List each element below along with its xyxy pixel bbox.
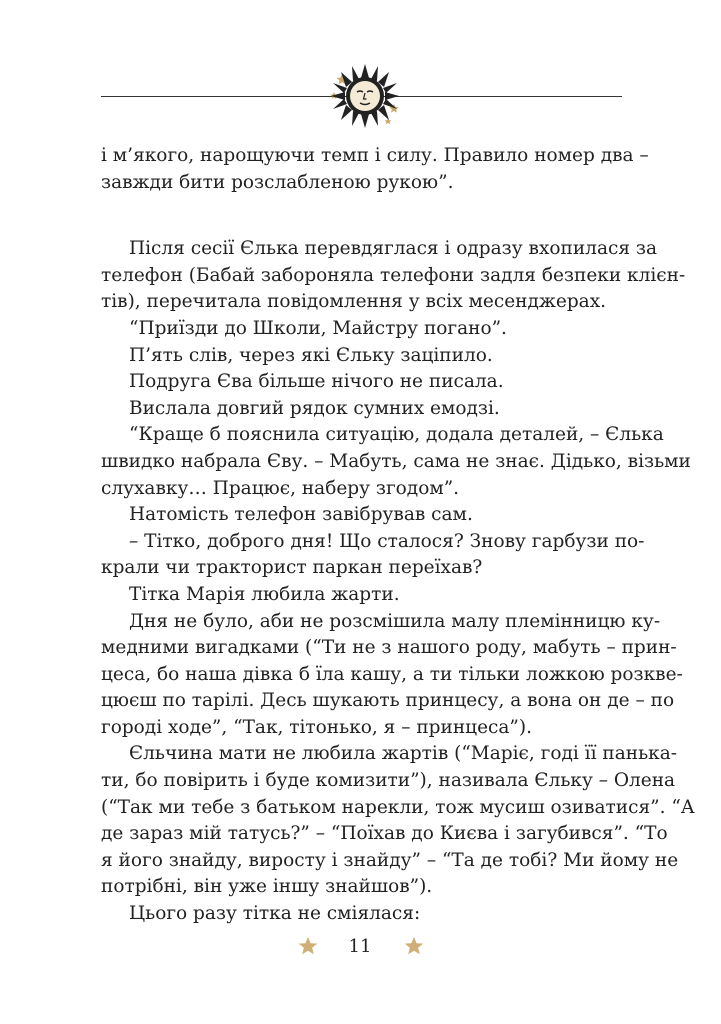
text-line: тів), перечитала повідомлення у всіх месенджерах.	[101, 291, 607, 313]
page-header	[0, 0, 721, 130]
text-line: крали чи тракторист паркан переїхав?	[101, 557, 483, 579]
text-line: завжди бити розслабленою рукою”.	[101, 171, 454, 193]
text-line: Після сесії Єлька перевдяглася і одразу вхопилася за	[129, 238, 657, 260]
paragraph-gap	[101, 196, 622, 236]
body-text	[101, 143, 695, 928]
text-line: ти, бо повірить і буде комизити”), називала Єльку – Олена	[101, 770, 676, 792]
text-line: де зараз мій татусь?” – “Поїхав до Києва і загубився”. “То	[101, 823, 668, 845]
text-line: Тітка Марія любила жарти.	[129, 583, 400, 605]
text-line: – Тітко, доброго дня! Що сталося? Знову гарбузи по-	[129, 530, 645, 552]
text-line: швидко набрала Єву. – Мабуть, сама не знає. Дідько, візьми	[101, 450, 691, 472]
star-icon	[404, 936, 424, 956]
text-line: П’ять слів, через які Єльку заціпило.	[129, 344, 493, 366]
text-line: Єльчина мати не любила жартів (“Маріє, годі її панька-	[129, 743, 677, 765]
text-line: слухавку… Працює, наберу згодом”.	[101, 477, 460, 499]
text-line: “Краще б пояснила ситуацію, додала деталей, – Єлька	[129, 424, 664, 446]
text-line: телефон (Бабай забороняла телефони задля безпеки клієн-	[101, 264, 686, 286]
text-line: “Приїзди до Школи, Майстру погано”.	[129, 317, 507, 339]
text-line: городі ходе”, “Так, тітонько, я – принцеса”).	[101, 716, 532, 738]
text-line: Дня не було, аби не розсмішила малу племінницю ку-	[129, 610, 661, 632]
text-line: Подруга Єва більше нічого не писала.	[129, 371, 504, 393]
text-line: Натомість телефон завібрував сам.	[129, 504, 473, 526]
text-line: потрібні, він уже іншу знайшов”).	[101, 876, 433, 898]
text-line: цеса, бо наша дівка б їла кашу, а ти тільки ложкою розкве-	[101, 663, 683, 685]
page-footer	[0, 930, 721, 966]
text-line: (“Так ми тебе з батьком нарекли, тож мусиш озиватися”. “А	[101, 796, 695, 818]
star-icon	[298, 936, 318, 956]
text-line: і м’якого, нарощуючи темп і силу. Правило номер два –	[101, 145, 649, 166]
text-line: я його знайду, виросту і знайду” – “Та де тобі? Ми йому не	[101, 849, 679, 871]
text-line: медними вигадками (“Ти не з нашого роду, мабуть – прин-	[101, 637, 677, 659]
sun-face-icon	[320, 58, 410, 134]
text-line: цюєш по тарілі. Десь шукають принцесу, а вона он де – по	[101, 690, 675, 712]
text-line: Цього разу тітка не сміялася:	[129, 903, 421, 925]
page-number: 11	[348, 936, 372, 957]
text-line: Вислала довгий рядок сумних емодзі.	[129, 397, 500, 419]
